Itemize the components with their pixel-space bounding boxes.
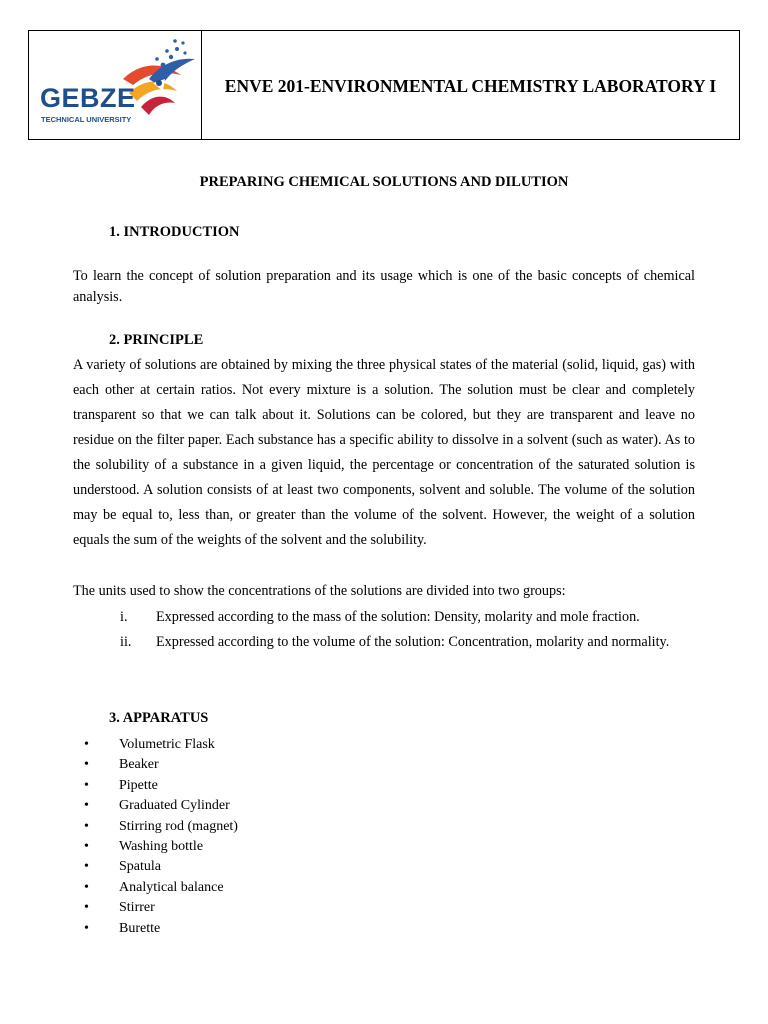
bullet-icon: •	[84, 900, 89, 916]
bullet-icon: •	[84, 859, 89, 875]
apparatus-label: Pipette	[119, 777, 158, 793]
heading-principle: 2. PRINCIPLE	[109, 332, 204, 348]
heading-introduction: 1. INTRODUCTION	[109, 224, 240, 240]
unit-group-item	[73, 605, 695, 630]
document-title: PREPARING CHEMICAL SOLUTIONS AND DILUTION	[199, 174, 569, 190]
bullet-icon: •	[84, 757, 89, 773]
logo-subtitle: TECHNICAL UNIVERSITY	[41, 115, 132, 124]
unit-group-number: ii.	[120, 634, 132, 650]
apparatus-label: Analytical balance	[119, 879, 224, 895]
apparatus-label: Spatula	[119, 859, 161, 875]
apparatus-label: Stirrer	[119, 900, 155, 916]
apparatus-label: Graduated Cylinder	[119, 798, 230, 814]
logo-wordmark: GEBZE	[40, 83, 136, 113]
unit-group-text: Expressed according to the mass of the solution: Density, molarity and mole fraction.	[156, 609, 640, 625]
bullet-icon: •	[84, 737, 89, 752]
unit-group-text: Expressed according to the volume of the solution: Concentration, molarity and normality.	[156, 634, 670, 650]
bullet-icon: •	[84, 798, 89, 814]
course-title: ENVE 201-ENVIRONMENTAL CHEMISTRY LABORATORY I	[224, 75, 717, 96]
unit-group-number: i.	[120, 609, 128, 625]
apparatus-label: Washing bottle	[119, 838, 204, 854]
bullet-icon: •	[84, 777, 89, 793]
bullet-icon: •	[84, 879, 89, 895]
introduction-paragraph: To learn the concept of solution preparation and its usage which is one of the basic concepts of chemical analysis.	[73, 268, 695, 305]
apparatus-label: Stirring rod (magnet)	[119, 818, 238, 834]
header-box	[28, 30, 740, 140]
apparatus-label: Volumetric Flask	[119, 737, 215, 752]
apparatus-label: Beaker	[119, 757, 159, 773]
heading-apparatus: 3. APPARATUS	[109, 710, 209, 726]
bullet-icon: •	[84, 920, 89, 936]
principle-paragraph: A variety of solutions are obtained by mixing the three physical states of the material (solid, liquid, gas) with each other at certain ratios. Not every mixture is a solution. The solution must be clear and completely transparent so that we can talk about it. Solutions can be colored, but they are transparent and leave no residue on the filter paper. Each substance has a specific ability to dissolve in a solvent (such as water). As to the solubility of a substance in a given liquid, the percentage or concentration of the saturated solution is understood. A solution consists of at least two components, solvent and soluble. The volume of the solution may be equal to, less than, or greater than the volume of the solvent. However, the weight of a solution equals the sum of the weights of the solvent and the solubility.	[73, 357, 695, 548]
units-intro: The units used to show the concentrations of the solutions are divided into two groups:	[73, 583, 566, 599]
unit-group-item	[73, 630, 695, 655]
apparatus-label: Burette	[119, 920, 161, 936]
bullet-icon: •	[84, 818, 89, 834]
bullet-icon: •	[84, 838, 89, 854]
university-logo	[29, 31, 202, 139]
